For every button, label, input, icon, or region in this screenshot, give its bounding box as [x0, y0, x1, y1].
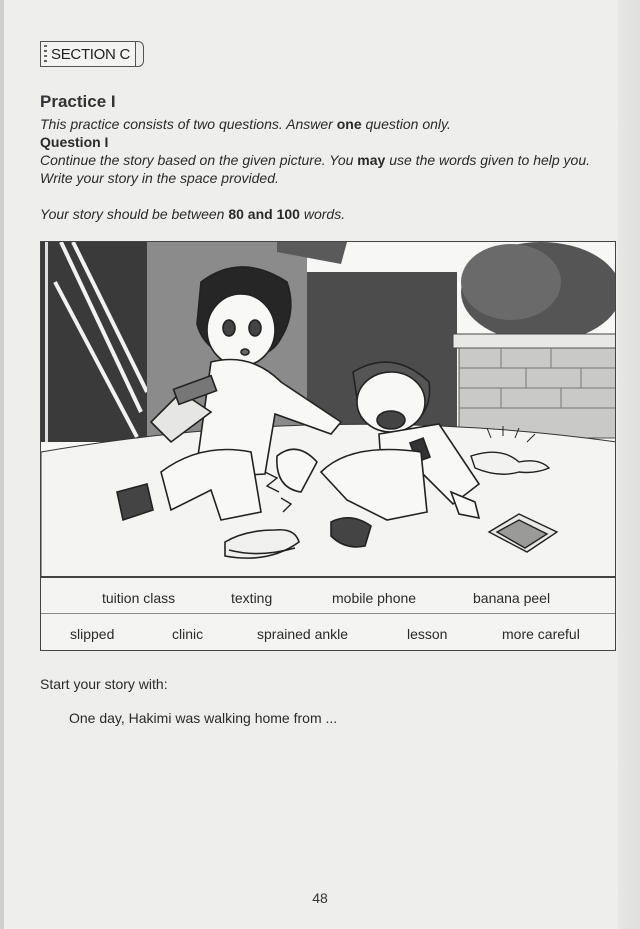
word-bank-item: slipped	[70, 626, 115, 642]
bush-highlight	[461, 244, 561, 320]
word-bank-item: banana peel	[473, 590, 551, 606]
word-bank-item: more careful	[502, 626, 580, 642]
word-bank-item: texting	[231, 590, 273, 606]
story-opening: One day, Hakimi was walking home from ...	[69, 710, 338, 726]
page-edge-right	[618, 0, 640, 929]
word-bank-item: lesson	[407, 626, 448, 642]
section-tag-dots	[44, 45, 47, 65]
word-bank-item: clinic	[172, 626, 204, 642]
intro-text-a: This practice consists of two questions. Answer	[40, 116, 337, 132]
length-emphasis: 80 and 100	[228, 206, 300, 222]
word-bank-item: sprained ankle	[257, 626, 349, 642]
intro-text-c: question only.	[361, 116, 451, 132]
word-bank-item: tuition class	[102, 590, 176, 606]
story-picture	[40, 241, 616, 577]
gate-post	[45, 242, 48, 442]
start-prompt: Start your story with:	[40, 676, 168, 692]
word-bank	[40, 577, 616, 651]
wall-top	[453, 334, 616, 348]
section-label: SECTION C	[51, 46, 130, 63]
length-text-a: Your story should be between	[40, 206, 229, 222]
continue-emphasis: may	[357, 152, 386, 168]
word-bank-item: mobile phone	[332, 590, 417, 606]
continue-text-a: Continue the story based on the given picture. You	[40, 152, 358, 168]
section-tag-box	[40, 41, 136, 67]
story-illustration	[41, 242, 616, 577]
length-text-c: words.	[299, 206, 346, 222]
question-heading: Question I	[40, 134, 109, 150]
word-bank-divider	[41, 613, 615, 614]
continue-line	[40, 152, 590, 168]
page-number: 48	[312, 890, 328, 906]
intro-line	[40, 116, 451, 132]
page-edge-left	[0, 0, 4, 929]
intro-emphasis: one	[336, 116, 362, 132]
practice-title: Practice I	[40, 92, 116, 111]
continue-text-c: use the words given to help you.	[385, 152, 591, 168]
write-line: Write your story in the space provided.	[40, 170, 279, 186]
section-tag-tab	[134, 41, 144, 67]
section-tag	[40, 41, 145, 69]
brick-wall	[459, 348, 616, 438]
gate-panel	[41, 242, 147, 442]
length-line	[40, 206, 345, 222]
